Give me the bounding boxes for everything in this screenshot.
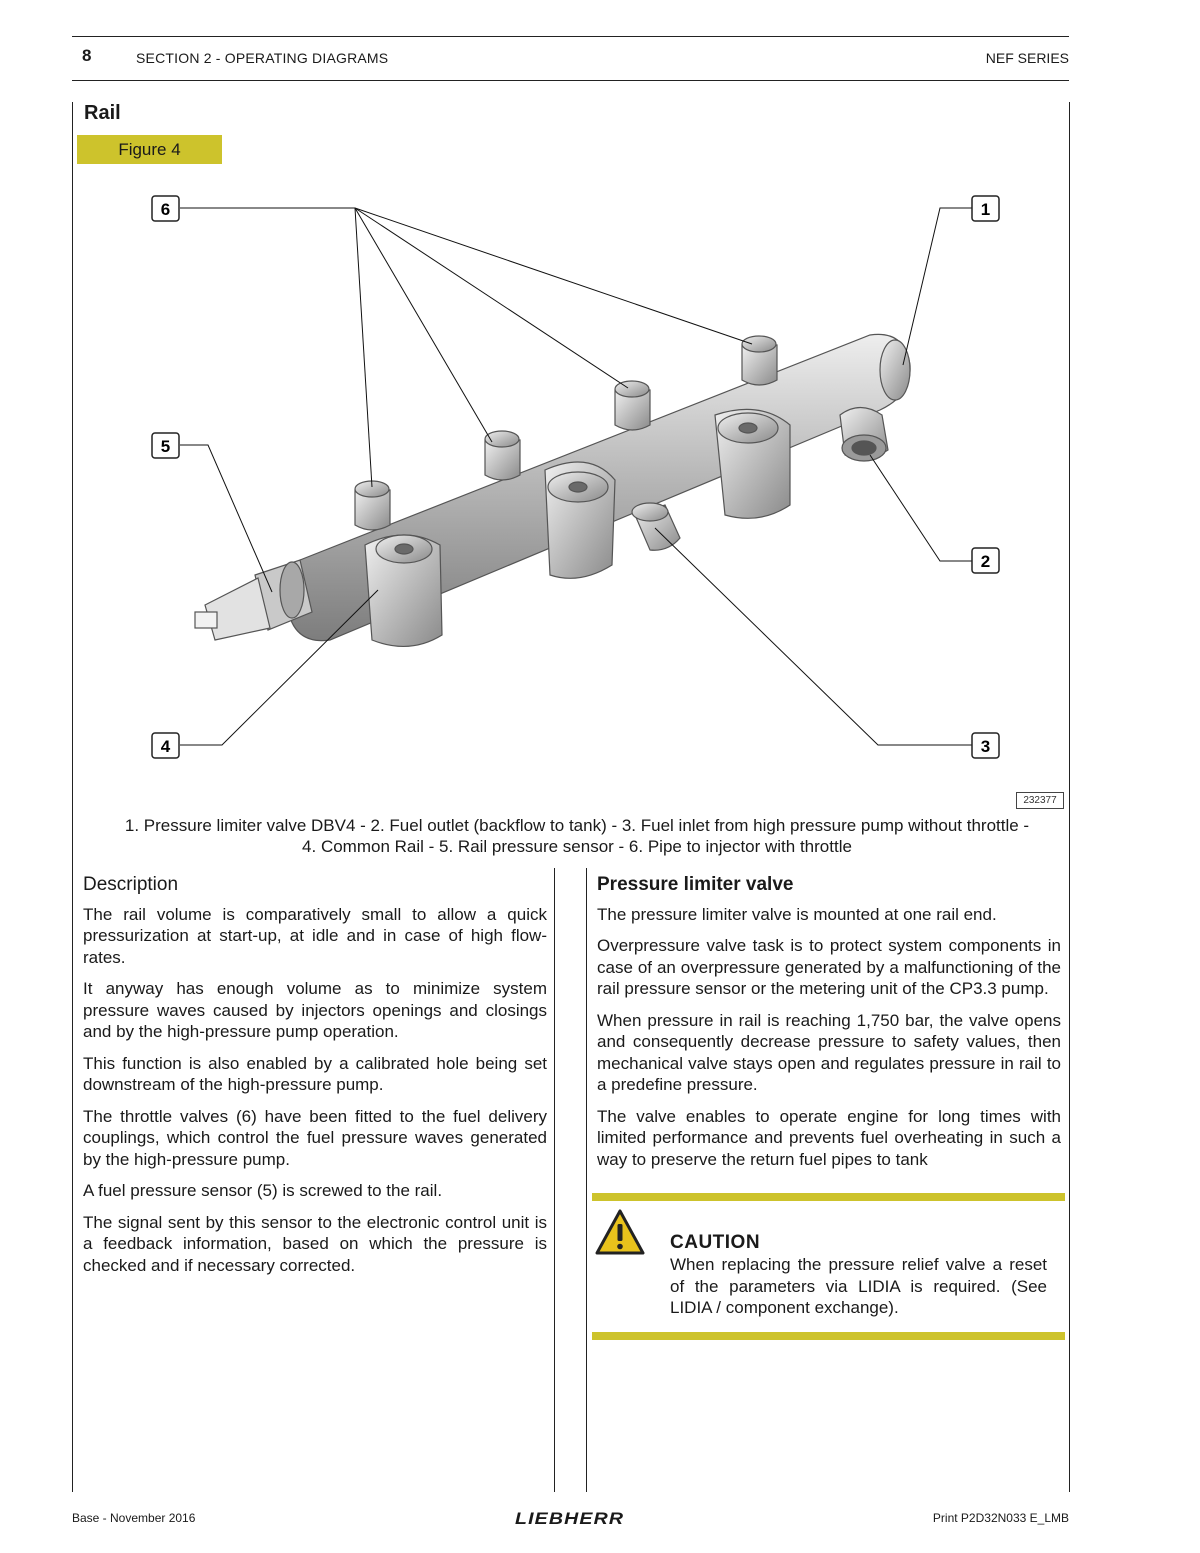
- limiter-heading: Pressure limiter valve: [597, 874, 794, 895]
- caution-bottom-bar: [592, 1332, 1065, 1340]
- description-paragraph: A fuel pressure sensor (5) is screwed to the rail.: [83, 1181, 443, 1200]
- column-divider-left: [554, 868, 555, 1492]
- footer-edition: Base - November 2016: [72, 1511, 196, 1525]
- limiter-paragraph: When pressure in rail is reaching 1,750 bar, the valve opens and consequently decrease pressure to safety values, then mechanical valve stays open and regulates pressure in rail to a predefine pressure.: [597, 1010, 1061, 1094]
- caption-line-1: 1. Pressure limiter valve DBV4 - 2. Fuel outlet (backflow to tank) - 3. Fuel inlet from high pressure pump without throttle -: [124, 816, 1030, 835]
- warning-triangle-icon: [594, 1208, 646, 1256]
- svg-text:5: 5: [160, 437, 171, 456]
- svg-text:3: 3: [980, 737, 991, 756]
- column-divider-right: [586, 868, 587, 1492]
- fuel-outlet-fitting: [840, 408, 888, 462]
- callout-3: [972, 733, 999, 758]
- callout-4: [152, 733, 179, 758]
- series-label: NEF SERIES: [985, 50, 1069, 66]
- pressure-limiter-valve: [880, 340, 910, 400]
- description-paragraph: The throttle valves (6) have been fitted to the fuel delivery couplings, which control the fuel pressure waves generated by the high-pressure pump.: [83, 1106, 547, 1169]
- limiter-column: [597, 874, 1061, 1180]
- caution-title: CAUTION: [670, 1232, 761, 1253]
- rail-illustration: [140, 185, 1020, 775]
- limiter-paragraph: Overpressure valve task is to protect system components in case of an overpressure generated by a malfunctioning of the rail pressure sensor or the metering unit of the CP3.3 pump.: [597, 936, 1061, 998]
- description-paragraph: The rail volume is comparatively small to allow a quick pressurization at start-up, at idle and in case of high flow-rates.: [83, 904, 547, 967]
- right-frame-line: [1069, 102, 1070, 1492]
- figure-caption: [84, 815, 1070, 857]
- svg-text:1: 1: [980, 200, 991, 219]
- liebherr-logo: LIEBHERR: [515, 1509, 625, 1528]
- caption-line-2: 4. Common Rail - 5. Rail pressure sensor - 6. Pipe to injector with throttle: [302, 837, 852, 856]
- callout-5: [152, 433, 179, 458]
- fuel-inlet-fitting: [632, 503, 680, 550]
- description-column: [83, 874, 547, 1286]
- caution-text: When replacing the pressure relief valve a reset of the parameters via LIDIA is required. (See LIDIA / component exchange).: [670, 1255, 1047, 1317]
- footer-print-code: Print P2D32N033 E_LMB: [932, 1511, 1069, 1525]
- description-paragraph: This function is also enabled by a calibrated hole being set downstream of the high-pressure pump.: [83, 1053, 547, 1094]
- left-frame-line: [72, 102, 73, 1492]
- figure-image-id: 232377: [1016, 792, 1064, 809]
- callout-1: [972, 196, 999, 221]
- svg-text:2: 2: [980, 552, 991, 571]
- callout-2: [972, 548, 999, 573]
- page-number: 8: [82, 46, 92, 65]
- limiter-paragraph: The pressure limiter valve is mounted at one rail end.: [597, 904, 997, 924]
- figure-heading: Rail: [84, 102, 121, 124]
- limiter-paragraph: The valve enables to operate engine for long times with limited performance and prevents fuel overheating in such a way to preserve the return fuel pipes to tank: [597, 1106, 1061, 1169]
- figure-label: Figure 4: [77, 135, 222, 164]
- header-bottom-rule: [72, 80, 1069, 81]
- svg-text:4: 4: [160, 737, 171, 756]
- description-paragraph: The signal sent by this sensor to the electronic control unit is a feedback information, based on which the pressure is checked and if necessary corrected.: [83, 1212, 547, 1275]
- callout-6: [152, 196, 179, 221]
- description-heading: Description: [83, 874, 179, 895]
- section-title: SECTION 2 - OPERATING DIAGRAMS: [136, 50, 389, 66]
- caution-top-bar: [592, 1193, 1065, 1201]
- header-top-rule: [72, 36, 1069, 37]
- description-paragraph: It anyway has enough volume as to minimize system pressure waves caused by injectors openings and closings and by the high-pressure pump operation.: [83, 979, 547, 1041]
- svg-text:6: 6: [160, 200, 171, 219]
